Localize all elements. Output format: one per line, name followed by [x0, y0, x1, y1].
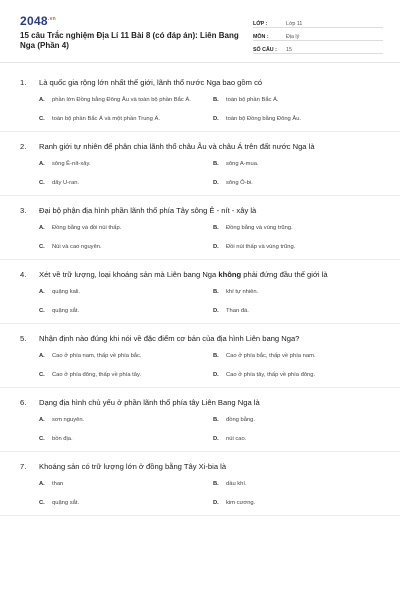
answer-option[interactable] [39, 241, 211, 253]
option-letter: D. [213, 244, 219, 250]
option-letter: D. [213, 180, 219, 186]
option-letter: A. [39, 97, 45, 103]
option-letter: B. [213, 417, 219, 423]
question-number: 4. [20, 270, 27, 279]
logo-suffix: .vn [47, 16, 57, 22]
meta-value: Địa lý [286, 34, 300, 40]
answer-options [39, 158, 380, 189]
answer-option[interactable] [39, 497, 211, 509]
answer-option[interactable] [213, 241, 385, 253]
header [0, 0, 400, 63]
question-list [0, 77, 400, 525]
option-text: sơn nguyên. [52, 417, 85, 423]
option-text: Đồi núi thấp và vùng trũng. [226, 244, 296, 250]
option-letter: C. [39, 116, 45, 122]
answer-option[interactable] [213, 478, 385, 490]
answer-option[interactable] [213, 369, 385, 381]
question-2 [0, 141, 400, 196]
answer-options [39, 478, 380, 509]
answer-option[interactable] [213, 222, 385, 234]
question-number: 5. [20, 334, 27, 343]
question-stem [20, 269, 380, 280]
answer-options [39, 222, 380, 253]
question-text: Dạng địa hình chủ yếu ở phần lãnh thổ phía tây Liên Bang Nga là [39, 398, 260, 407]
question-stem [20, 77, 380, 88]
option-letter: D. [213, 308, 219, 314]
question-number: 2. [20, 142, 27, 151]
option-letter: B. [213, 353, 219, 359]
option-text: sông Ô-bi. [226, 180, 253, 186]
option-text: dầu khí. [226, 481, 247, 487]
option-letter: A. [39, 481, 45, 487]
question-7 [0, 461, 400, 516]
meta-value: 15 [286, 47, 292, 53]
option-text: Núi và cao nguyên. [52, 244, 102, 250]
question-emphasis: không [218, 270, 242, 279]
option-letter: B. [213, 97, 219, 103]
answer-option[interactable] [39, 305, 211, 317]
question-stem [20, 333, 380, 344]
answer-option[interactable] [39, 286, 211, 298]
option-text: phần lớn Đồng bằng Đông Âu và toàn bộ phần Bắc Á. [52, 97, 191, 103]
option-text: Cao ở phía đông, thấp về phía tây. [52, 372, 142, 378]
answer-options [39, 350, 380, 381]
option-letter: B. [213, 481, 219, 487]
answer-option[interactable] [213, 350, 385, 362]
option-letter: B. [213, 161, 219, 167]
option-text: sông A-mua. [226, 161, 259, 167]
answer-option[interactable] [39, 94, 211, 106]
option-text: bồn địa. [52, 436, 73, 442]
answer-options [39, 414, 380, 445]
question-text [39, 269, 380, 280]
question-stem [20, 461, 380, 472]
answer-option[interactable] [213, 305, 385, 317]
meta-count [253, 41, 383, 54]
answer-option[interactable] [39, 177, 211, 189]
option-text: dãy U-ran. [52, 180, 80, 186]
question-text-part: Xét về trữ lượng, loại khoáng sản mà Liên bang Nga [39, 270, 219, 279]
option-letter: A. [39, 161, 45, 167]
option-text: quặng kali. [52, 289, 81, 295]
answer-option[interactable] [39, 369, 211, 381]
question-number: 1. [20, 78, 27, 87]
meta-value: Lớp 11 [286, 21, 303, 27]
answer-option[interactable] [39, 433, 211, 445]
option-letter: C. [39, 244, 45, 250]
option-text: than [52, 481, 64, 487]
option-text: sông Ê-nít-xây. [52, 161, 91, 167]
answer-options [39, 286, 380, 317]
question-stem [20, 205, 380, 216]
question-text: Ranh giới tự nhiên để phân chia lãnh thổ châu Âu và châu Á trên đất nước Nga là [39, 142, 315, 151]
answer-option[interactable] [39, 158, 211, 170]
logo-main: 2048 [20, 14, 48, 28]
answer-option[interactable] [213, 286, 385, 298]
question-number: 6. [20, 398, 27, 407]
answer-option[interactable] [213, 414, 385, 426]
option-letter: C. [39, 500, 45, 506]
question-stem [20, 397, 380, 408]
question-text: Đại bộ phận địa hình phần lãnh thổ phía Tây sông Ê - nít - xây là [39, 206, 257, 215]
meta-subject [253, 28, 383, 41]
option-text: khí tự nhiên. [226, 289, 259, 295]
question-text: Là quốc gia rộng lớn nhất thế giới, lãnh thổ nước Nga bao gồm có [39, 78, 263, 87]
question-number: 7. [20, 462, 27, 471]
option-letter: C. [39, 308, 45, 314]
answer-options [39, 94, 380, 125]
option-letter: D. [213, 436, 219, 442]
option-text: Cao ở phía bắc, thấp về phía nam. [226, 353, 316, 359]
option-text: quặng sắt. [52, 308, 80, 314]
question-number: 3. [20, 206, 27, 215]
option-letter: D. [213, 372, 219, 378]
document-meta [253, 15, 383, 54]
answer-option[interactable] [213, 177, 385, 189]
question-text: Nhận định nào đúng khi nói về đặc điểm cơ bản của địa hình Liên bang Nga? [39, 334, 300, 343]
option-letter: A. [39, 417, 45, 423]
answer-option[interactable] [213, 433, 385, 445]
option-letter: D. [213, 116, 219, 122]
meta-label: LỚP : [253, 21, 268, 27]
question-3 [0, 205, 400, 260]
question-text-part: phải đứng đầu thế giới là [241, 270, 328, 279]
document-title: 15 câu Trắc nghiệm Địa Lí 11 Bài 8 (có đáp án): Liên Bang Nga (Phần 4) [20, 31, 239, 50]
option-letter: B. [213, 225, 219, 231]
question-4 [0, 269, 400, 324]
option-text: toàn bộ phần Bắc Á. [226, 97, 279, 103]
option-letter: C. [39, 180, 45, 186]
option-text: Than đá. [226, 308, 249, 314]
answer-option[interactable] [213, 158, 385, 170]
site-logo[interactable] [20, 14, 56, 28]
meta-label: MÔN : [253, 34, 269, 40]
option-text: Cao ở phía tây, thấp về phía đông. [226, 372, 316, 378]
answer-option[interactable] [213, 497, 385, 509]
option-text: kim cương. [226, 500, 256, 506]
answer-option[interactable] [213, 113, 385, 125]
option-letter: A. [39, 353, 45, 359]
answer-option[interactable] [39, 350, 211, 362]
option-text: Cao ở phía nam, thấp về phía bắc. [52, 353, 142, 359]
question-6 [0, 397, 400, 452]
question-5 [0, 333, 400, 388]
option-text: Đồng bằng và vùng trũng. [226, 225, 293, 231]
option-text: toàn bộ phần Bắc Á và một phần Trung Á. [52, 116, 160, 122]
option-text: núi cao. [226, 436, 247, 442]
question-text: Khoáng sản có trữ lượng lớn ở đồng bằng Tây Xi-bia là [39, 462, 227, 471]
option-letter: C. [39, 372, 45, 378]
option-text: toàn bộ Đồng bằng Đông Âu. [226, 116, 302, 122]
question-1 [0, 77, 400, 132]
option-text: Đồng bằng và đồi núi thấp. [52, 225, 122, 231]
answer-option[interactable] [39, 478, 211, 490]
option-letter: A. [39, 225, 45, 231]
meta-label: SỐ CÂU : [253, 47, 277, 53]
option-letter: C. [39, 436, 45, 442]
answer-option[interactable] [213, 94, 385, 106]
option-letter: B. [213, 289, 219, 295]
option-letter: D. [213, 500, 219, 506]
answer-option[interactable] [39, 113, 211, 125]
question-stem [20, 141, 380, 152]
meta-grade [253, 15, 383, 28]
option-letter: A. [39, 289, 45, 295]
answer-option[interactable] [39, 414, 211, 426]
answer-option[interactable] [39, 222, 211, 234]
option-text: quặng sắt. [52, 500, 80, 506]
option-text: đồng bằng. [226, 417, 256, 423]
